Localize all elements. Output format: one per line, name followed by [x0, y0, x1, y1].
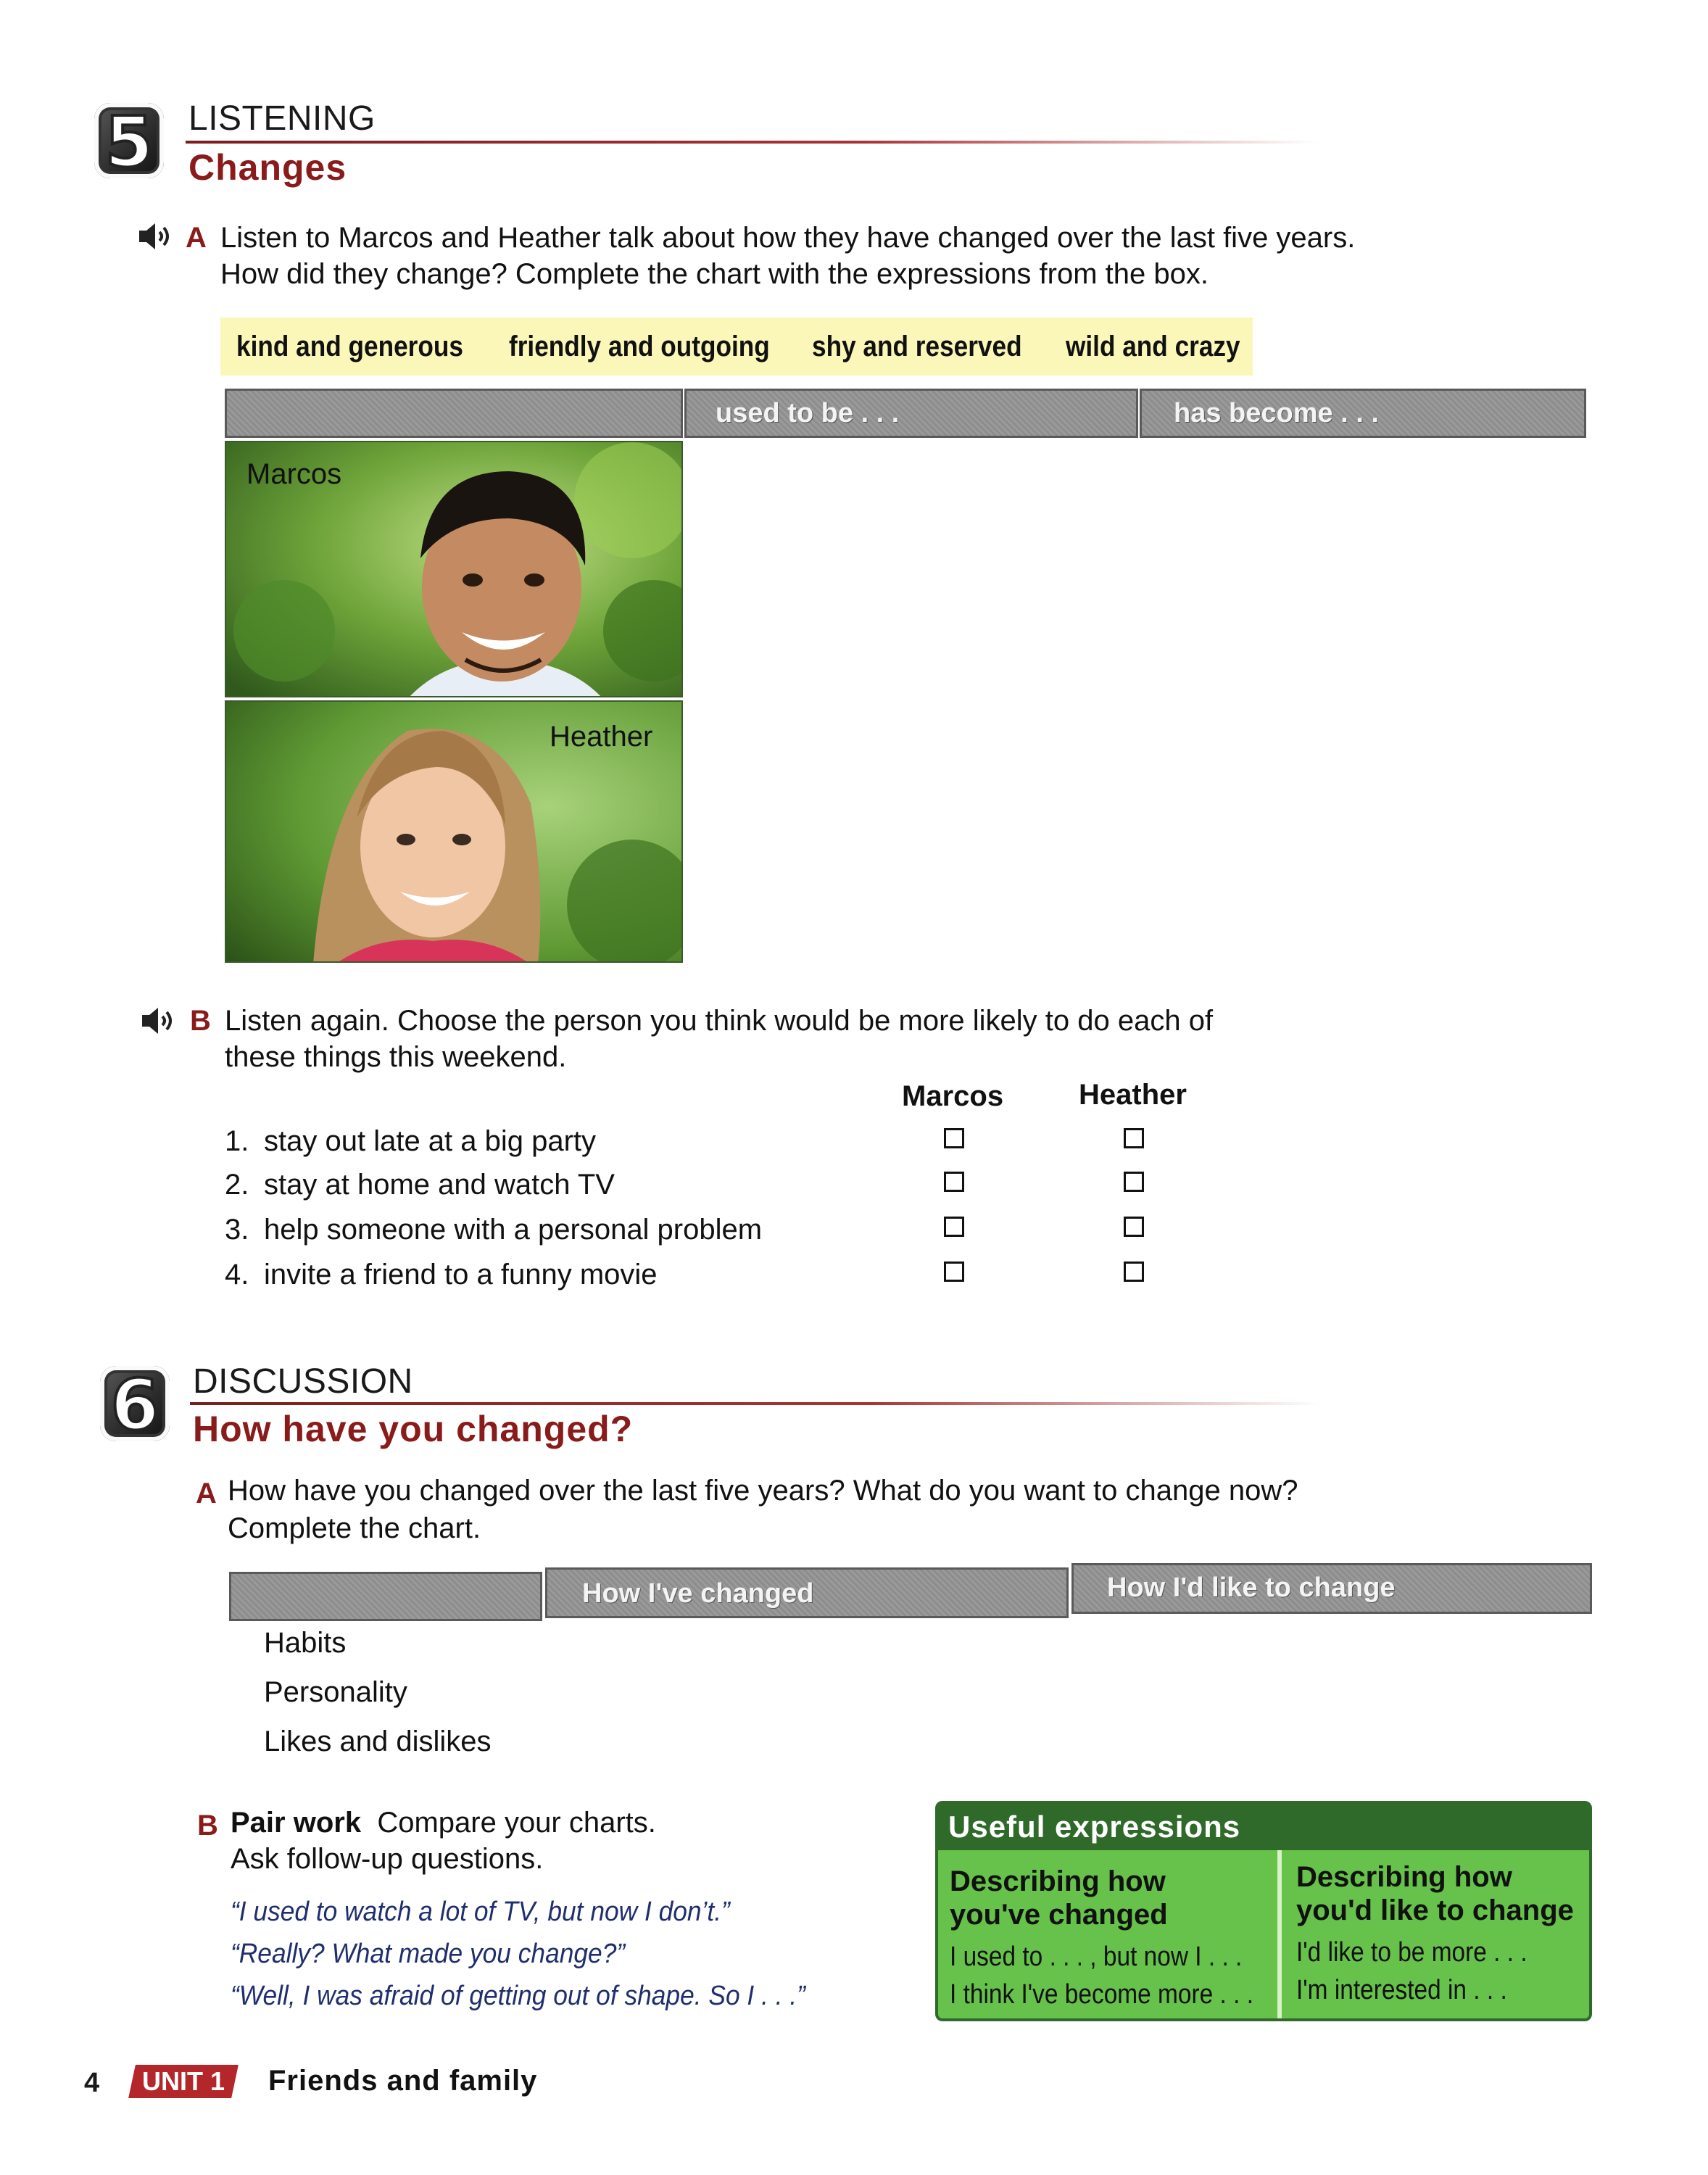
- chart-header-label: has become . . .: [1174, 398, 1379, 428]
- footer-title: Friends and family: [268, 2065, 538, 2097]
- section-5-rule: [186, 141, 1317, 144]
- section-6-part-b-line1: [231, 1804, 656, 1842]
- list-item: stay at home and watch TV: [264, 1169, 615, 1201]
- column-head-heather: Heather: [1079, 1079, 1187, 1111]
- audio-speaker-icon[interactable]: [138, 222, 178, 251]
- chart-row-label: Likes and dislikes: [264, 1726, 492, 1757]
- chart-header-how-ive-changed: [545, 1567, 1069, 1618]
- section-6-part-a-line2: Complete the chart.: [228, 1512, 481, 1544]
- useful-col2-line: I'm interested in . . .: [1296, 1975, 1507, 2005]
- example-quote: “I used to watch a lot of TV, but now I don’t.”: [231, 1897, 730, 1927]
- checkbox-marcos-3[interactable]: [944, 1217, 964, 1237]
- pair-work-label: Pair work: [231, 1807, 362, 1839]
- chart-header-has-become: [1140, 389, 1586, 438]
- section-5-label: LISTENING: [188, 99, 376, 138]
- section-6-part-b-line2: Ask follow-up questions.: [231, 1843, 544, 1875]
- chart-row-label: Personality: [264, 1676, 407, 1708]
- unit-tag-label: UNIT 1: [142, 2066, 225, 2096]
- list-item-num: 2.: [225, 1169, 249, 1201]
- checkbox-marcos-2[interactable]: [944, 1172, 964, 1192]
- checkbox-heather-1[interactable]: [1124, 1128, 1144, 1148]
- section-6-label: DISCUSSION: [193, 1362, 413, 1401]
- section-5-number: 5: [104, 102, 154, 183]
- useful-col1-heading: Describing how: [950, 1865, 1166, 1897]
- list-item: invite a friend to a funny movie: [264, 1259, 658, 1290]
- checkbox-marcos-4[interactable]: [944, 1262, 964, 1282]
- section-5-part-b-line2: these things this weekend.: [225, 1041, 567, 1073]
- audio-speaker-icon[interactable]: [141, 1006, 181, 1035]
- list-item: help someone with a personal problem: [264, 1214, 763, 1246]
- useful-expressions-divider: [1277, 1850, 1282, 2018]
- section-5-part-a-line1: Listen to Marcos and Heather talk about how they have changed over the last five years.: [220, 222, 1356, 254]
- example-quote: “Well, I was afraid of getting out of shape. So I . . .”: [231, 1981, 805, 2011]
- list-item-num: 4.: [225, 1259, 249, 1290]
- section-5-part-a-letter: A: [186, 222, 207, 254]
- word-box-item: shy and reserved: [812, 331, 1022, 362]
- section-5-part-b-letter: B: [190, 1005, 211, 1037]
- chart-row-label: Habits: [264, 1627, 347, 1659]
- section-5-badge: [94, 102, 164, 183]
- unit-tag: [128, 2065, 239, 2098]
- chart-header-label: How I've changed: [582, 1578, 814, 1609]
- list-item-num: 1.: [225, 1125, 249, 1157]
- useful-col1-line: I used to . . . , but now I . . .: [950, 1942, 1243, 1972]
- section-5-title: Changes: [188, 147, 347, 188]
- expression-word-box: [220, 318, 1253, 376]
- useful-expressions-box: [935, 1801, 1592, 2021]
- section-5-part-b-line1: Listen again. Choose the person you think would be more likely to do each of: [225, 1005, 1214, 1037]
- marcos-label: Marcos: [246, 458, 342, 490]
- chart-header-label: How I'd like to change: [1107, 1573, 1396, 1603]
- marcos-photo: [225, 441, 683, 697]
- useful-col1-heading: you've changed: [950, 1899, 1168, 1931]
- section-6-part-b-letter: B: [197, 1810, 218, 1842]
- chart-header-blank: [229, 1572, 542, 1621]
- chart-header-used-to-be: [684, 389, 1138, 438]
- pair-work-instruction: Compare your charts.: [377, 1807, 656, 1839]
- checkbox-heather-4[interactable]: [1124, 1262, 1144, 1282]
- useful-col2-line: I'd like to be more . . .: [1296, 1937, 1527, 1968]
- section-6-badge: [100, 1364, 170, 1446]
- chart-header-blank: [225, 389, 683, 438]
- section-5-part-a-line2: How did they change? Complete the chart with the expressions from the box.: [220, 258, 1209, 290]
- chart-header-how-id-like-to-change: [1071, 1563, 1592, 1614]
- section-6-number: 6: [110, 1364, 159, 1446]
- example-quote: “Really? What made you change?”: [231, 1939, 626, 1969]
- heather-label: Heather: [550, 721, 653, 753]
- page-number: 4: [84, 2068, 100, 2098]
- heather-photo: [225, 700, 683, 963]
- section-6-part-a-line1: How have you changed over the last five years? What do you want to change now?: [228, 1475, 1298, 1507]
- section-6-part-a-letter: A: [196, 1478, 217, 1509]
- useful-col2-heading: Describing how: [1296, 1861, 1512, 1893]
- useful-col1-line: I think I've become more . . .: [950, 1979, 1253, 2010]
- word-box-item: friendly and outgoing: [509, 331, 770, 362]
- word-box-item: wild and crazy: [1066, 331, 1240, 362]
- word-box-item: kind and generous: [236, 331, 463, 362]
- column-head-marcos: Marcos: [902, 1080, 1004, 1112]
- checkbox-marcos-1[interactable]: [944, 1128, 964, 1148]
- useful-expressions-title: Useful expressions: [948, 1810, 1241, 1844]
- chart-header-label: used to be . . .: [716, 398, 900, 428]
- checkbox-heather-2[interactable]: [1124, 1172, 1144, 1192]
- list-item-num: 3.: [225, 1214, 249, 1246]
- useful-col2-heading: you'd like to change: [1296, 1894, 1574, 1926]
- section-6-title: How have you changed?: [193, 1409, 634, 1449]
- section-6-rule: [190, 1402, 1321, 1405]
- list-item: stay out late at a big party: [264, 1125, 597, 1157]
- checkbox-heather-3[interactable]: [1124, 1217, 1144, 1237]
